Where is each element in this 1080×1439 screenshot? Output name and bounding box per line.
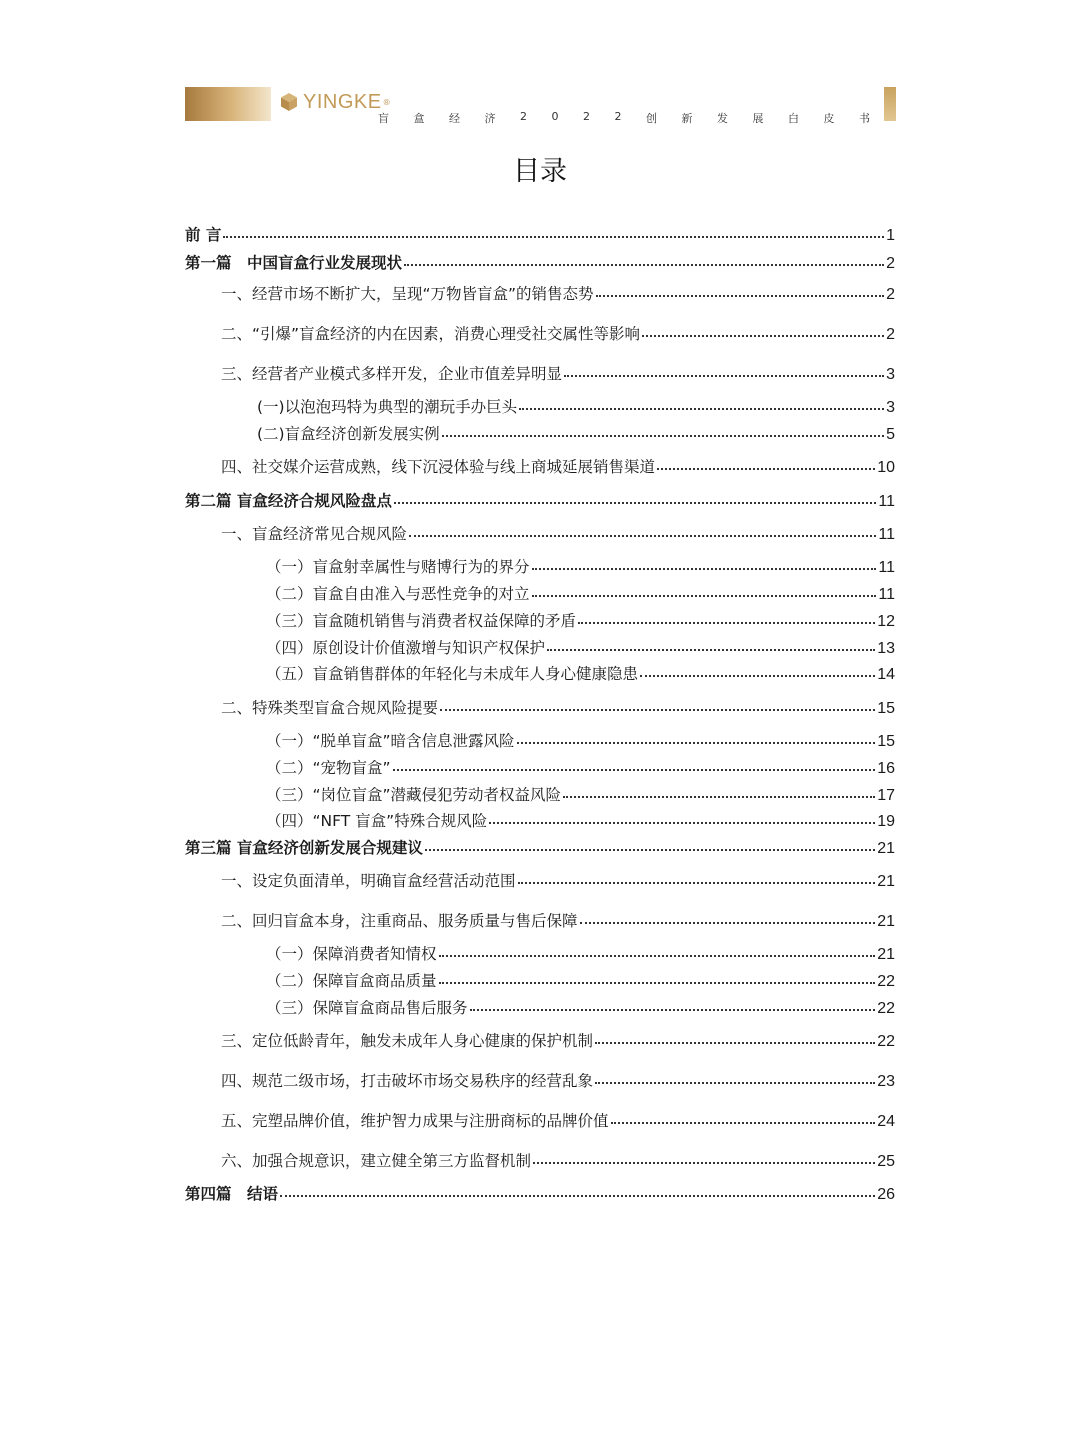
toc-section-title: （二）盲盒自由准入与恶性竞争的对立	[266, 585, 530, 603]
toc-dot-leader	[563, 795, 875, 798]
toc-entry[interactable]	[221, 283, 895, 305]
toc-entry[interactable]	[221, 1110, 895, 1132]
toc-page-number: 21	[877, 840, 895, 857]
toc-dot-leader	[442, 434, 884, 437]
toc-entry[interactable]	[221, 697, 895, 719]
toc-page-number: 1	[886, 227, 895, 244]
toc-dot-leader	[394, 501, 876, 504]
toc-page-number: 10	[877, 459, 895, 476]
toc-entry[interactable]	[221, 870, 895, 892]
toc-page-number: 25	[877, 1153, 895, 1170]
toc-section-title: （三）“岗位盲盒”潜藏侵犯劳动者权益风险	[266, 786, 562, 804]
toc-dot-leader	[580, 921, 876, 924]
toc-dot-leader	[223, 235, 884, 238]
toc-entry[interactable]	[185, 252, 895, 274]
toc-section-title: （三）保障盲盒商品售后服务	[266, 999, 468, 1017]
toc-section-title: 二、特殊类型盲盒合规风险提要	[221, 699, 439, 717]
toc-entry[interactable]	[221, 456, 895, 478]
toc-dot-leader	[640, 674, 875, 677]
toc-section-title: （五）盲盒销售群体的年轻化与未成年人身心健康隐患	[266, 665, 639, 683]
toc-dot-leader	[517, 741, 876, 744]
toc-entry[interactable]	[266, 556, 895, 578]
toc-section-title: （一）盲盒射幸属性与赌博行为的界分	[266, 558, 530, 576]
toc-dot-leader	[404, 263, 884, 266]
toc-section-title: （四）“NFT 盲盒”特殊合规风险	[266, 812, 488, 830]
subtitle-char: 皮	[823, 112, 835, 125]
toc-page-number: 15	[877, 733, 895, 750]
subtitle-char: 书	[859, 112, 870, 125]
toc-section-title: 一、盲盒经济常见合规风险	[221, 525, 408, 543]
toc-section-title: 一、设定负面清单，明确盲盒经营活动范围	[221, 872, 516, 890]
toc-dot-leader	[439, 954, 876, 957]
toc-entry[interactable]	[266, 730, 895, 752]
toc-section-title: 四、规范二级市场，打击破坏市场交易秩序的经营乱象	[221, 1072, 594, 1090]
toc-dot-leader	[425, 848, 875, 851]
toc-dot-leader	[642, 334, 884, 337]
toc-section-title: 五、完塑品牌价值，维护智力成果与注册商标的品牌价值	[221, 1112, 609, 1130]
toc-chapter-title: 第四篇 结语	[185, 1185, 279, 1203]
toc-section-title: （二）“宠物盲盒”	[266, 759, 391, 777]
toc-dot-leader	[393, 768, 876, 771]
subtitle-char: 白	[788, 112, 799, 125]
toc-entry[interactable]	[266, 943, 895, 965]
toc-section-title: 三、经营者产业模式多样开发，企业市值差异明显	[221, 365, 563, 383]
toc-page-number: 11	[878, 586, 895, 603]
subtitle-char: 创	[646, 112, 657, 125]
toc-dot-leader	[564, 374, 884, 377]
toc-entry[interactable]	[266, 663, 895, 685]
toc-page-number: 17	[877, 787, 895, 804]
toc-entry[interactable]	[257, 423, 895, 445]
toc-section-title: 二、“引爆”盲盒经济的内在因素，消费心理受社交属性等影响	[221, 325, 641, 343]
toc-entry[interactable]	[266, 583, 895, 605]
subtitle-char: 0	[551, 110, 559, 123]
toc-dot-leader	[611, 1121, 876, 1124]
toc-section-title: （四）原创设计价值激增与知识产权保护	[266, 639, 546, 657]
toc-entry[interactable]	[221, 363, 895, 385]
toc-dot-leader	[595, 1041, 875, 1044]
toc-page-number: 24	[877, 1113, 895, 1130]
toc-entry[interactable]	[266, 810, 895, 832]
toc-dot-leader	[489, 821, 875, 824]
toc-entry[interactable]	[221, 910, 895, 932]
toc-page-number: 22	[877, 1033, 895, 1050]
toc-section-title: 三、定位低龄青年，触发未成年人身心健康的保护机制	[221, 1032, 594, 1050]
toc-chapter-title: 第三篇 盲盒经济创新发展合规建议	[185, 839, 423, 857]
toc-dot-leader	[440, 708, 875, 711]
toc-dot-leader	[439, 981, 876, 984]
toc-section-title: （二）保障盲盒商品质量	[266, 972, 437, 990]
toc-page-number: 14	[877, 666, 895, 683]
toc-page-number: 21	[877, 873, 895, 890]
toc-page-number: 19	[877, 813, 895, 830]
toc-page-number: 2	[886, 255, 895, 272]
subtitle-char: 2	[614, 110, 622, 123]
toc-page-number: 3	[886, 399, 895, 416]
subtitle-char: 济	[484, 112, 496, 125]
subtitle-char: 经	[449, 112, 460, 125]
toc-page-number: 2	[886, 286, 895, 303]
toc-page-number: 13	[877, 640, 895, 657]
subtitle-char: 发	[717, 112, 728, 125]
toc-entry[interactable]	[266, 757, 895, 779]
toc-entry[interactable]	[257, 396, 895, 418]
toc-dot-leader	[519, 407, 884, 410]
logo-registered-mark: ®	[382, 97, 391, 107]
toc-section-title: 二、回归盲盒本身，注重商品、服务质量与售后保障	[221, 912, 578, 930]
toc-section-title: （一）“脱单盲盒”暗含信息泄露风险	[266, 732, 515, 750]
toc-dot-leader	[280, 1194, 875, 1197]
logo-text: YINGKE	[303, 90, 382, 113]
toc-section-title: (二)盲盒经济创新发展实例	[257, 425, 440, 443]
toc-entry[interactable]	[266, 970, 895, 992]
page-title: 目录	[513, 156, 567, 187]
toc-dot-leader	[596, 294, 885, 297]
toc-chapter-title: 前 言	[185, 226, 222, 244]
toc-entry[interactable]	[221, 1150, 895, 1172]
toc-page-number: 21	[877, 946, 895, 963]
toc-page-number: 21	[877, 913, 895, 930]
toc-dot-leader	[409, 534, 876, 537]
toc-entry[interactable]	[266, 637, 895, 659]
toc-dot-leader	[533, 1161, 875, 1164]
toc-dot-leader	[470, 1008, 876, 1011]
toc-page-number: 12	[877, 613, 895, 630]
toc-page-number: 3	[886, 366, 895, 383]
toc-dot-leader	[578, 621, 875, 624]
subtitle-char: 盲	[378, 112, 389, 125]
toc-entry[interactable]	[266, 784, 895, 806]
toc-page-number: 16	[877, 760, 895, 777]
toc-dot-leader	[657, 467, 875, 470]
subtitle-char: 2	[583, 110, 590, 123]
toc-section-title: （一）保障消费者知情权	[266, 945, 437, 963]
toc-page-number: 11	[878, 559, 895, 576]
toc-entry[interactable]	[221, 523, 895, 545]
toc-section-title: （三）盲盒随机销售与消费者权益保障的矛盾	[266, 612, 577, 630]
toc-entry[interactable]	[221, 323, 895, 345]
toc-entry[interactable]	[185, 224, 895, 246]
toc-dot-leader	[595, 1081, 875, 1084]
subtitle-char: 盒	[413, 112, 425, 125]
toc-section-title: 一、经营市场不断扩大，呈现“万物皆盲盒”的销售态势	[221, 285, 594, 303]
toc-page-number: 22	[877, 1000, 895, 1017]
toc-section-title: 四、社交媒介运营成熟，线下沉浸体验与线上商城延展销售渠道	[221, 458, 656, 476]
toc-page-number: 26	[877, 1186, 895, 1203]
toc-entry[interactable]	[185, 490, 895, 512]
toc-section-title: (一)以泡泡玛特为典型的潮玩手办巨头	[257, 398, 518, 416]
subtitle-char: 展	[752, 112, 764, 125]
toc-page-number: 22	[877, 973, 895, 990]
toc-page-number: 11	[878, 526, 895, 543]
subtitle-char: 2	[520, 110, 527, 123]
toc-chapter-title: 第一篇 中国盲盒行业发展现状	[185, 254, 403, 272]
toc-dot-leader	[547, 648, 875, 651]
toc-section-title: 六、加强合规意识，建立健全第三方监督机制	[221, 1152, 532, 1170]
toc-entry[interactable]	[221, 1030, 895, 1052]
subtitle-char: 新	[681, 112, 693, 125]
toc-dot-leader	[518, 881, 876, 884]
toc-dot-leader	[532, 594, 877, 597]
toc-dot-leader	[532, 567, 877, 570]
toc-page-number: 11	[878, 493, 895, 510]
toc-page-number: 2	[886, 326, 895, 343]
toc-entry[interactable]	[266, 997, 895, 1019]
toc-entry[interactable]	[185, 1183, 895, 1205]
toc-page-number: 15	[877, 700, 895, 717]
toc-chapter-title: 第二篇 盲盒经济合规风险盘点	[185, 492, 392, 510]
toc-page-number: 5	[886, 426, 895, 443]
toc-entry[interactable]	[221, 1070, 895, 1092]
toc-page-number: 23	[877, 1073, 895, 1090]
toc-entry[interactable]	[185, 837, 895, 859]
toc-entry[interactable]	[266, 610, 895, 632]
